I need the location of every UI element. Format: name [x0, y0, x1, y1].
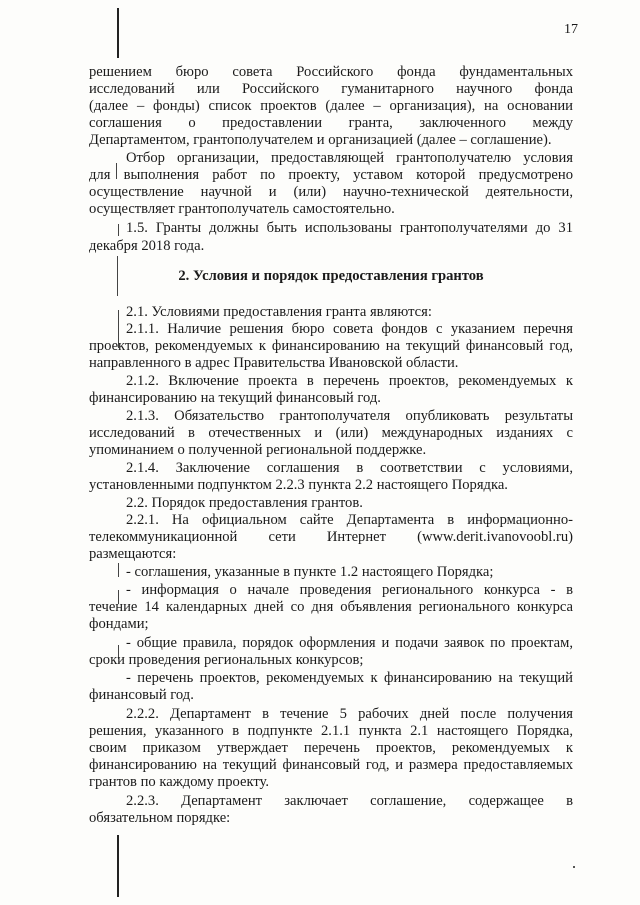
paragraph-line: телекоммуникационной сети Интернет (www.derit.ivanovoobl.ru) [89, 529, 573, 545]
paragraph-line: исследований или Российского гуманитарного научного фонда [89, 81, 573, 97]
paragraph-line: осуществляет грантополучатель самостоятельно. [89, 201, 395, 217]
paragraph-line: 2.1.3. Обязательство грантополучателя опубликовать результаты [126, 408, 573, 424]
list-item: - соглашения, указанные в пункте 1.2 настоящего Порядка; [126, 564, 494, 580]
list-item: - общие правила, порядок оформления и подачи заявок по проектам, [126, 635, 573, 651]
paragraph-line: 2.2.1. На официальном сайте Департамента в информационно- [126, 512, 573, 528]
paragraph-line: фондами; [89, 616, 149, 632]
paragraph-line: сроки проведения региональных конкурсов; [89, 652, 364, 668]
paragraph-line: Департаментом, грантополучателем и организацией (далее – соглашение). [89, 132, 552, 148]
paragraph-line: осуществление научной и (или) научно-технической деятельности, [89, 184, 573, 200]
list-item: - перечень проектов, рекомендуемых к финансированию на текущий [126, 670, 573, 686]
paragraph-line: упоминанием о полученной региональной поддержке. [89, 442, 427, 458]
page-number: 17 [564, 22, 578, 37]
paragraph-line: 2.2. Порядок предоставления грантов. [126, 495, 363, 511]
paragraph-line: решением бюро совета Российского фонда фундаментальных [89, 64, 573, 80]
scan-margin-line [117, 8, 119, 58]
paragraph-line: соглашения о предоставлении гранта, заключенного между [89, 115, 573, 131]
paragraph-line: 2.1. Условиями предоставления гранта являются: [126, 304, 432, 320]
paragraph-line: 2.1.2. Включение проекта в перечень проектов, рекомендуемых к [126, 373, 573, 389]
paragraph-line: 2.2.2. Департамент в течение 5 рабочих дней после получения [126, 706, 573, 722]
paragraph-line: установленными подпунктом 2.2.3 пункта 2.2 настоящего Порядка. [89, 477, 508, 493]
paragraph-line: финансовый год. [89, 687, 194, 703]
paragraph-line: финансированию на текущий финансовый год. [89, 390, 381, 406]
paragraph-line: 2.1.1. Наличие решения бюро совета фондов с указанием перечня [126, 321, 573, 337]
paragraph-line: проектов, рекомендуемых к финансированию на текущий финансовый год, [89, 338, 573, 354]
paragraph-line: 1.5. Гранты должны быть использованы грантополучателями до 31 [126, 220, 573, 236]
paragraph-line: для выполнения работ по проекту, уставом которой предусмотрено [89, 167, 573, 183]
list-item: - информация о начале проведения регионального конкурса - в [126, 582, 573, 598]
paragraph-line: грантов по каждому проекту. [89, 774, 270, 790]
paragraph-line: исследований в отечественных и (или) международных изданиях с [89, 425, 573, 441]
paragraph-line: финансированию на текущий финансовый год, и размера предоставляемых [89, 757, 573, 773]
paragraph-line: 2.1.4. Заключение соглашения в соответствии с условиями, [126, 460, 573, 476]
paragraph-line: размещаются: [89, 546, 177, 562]
paragraph-line: (далее – фонды) список проектов (далее – организация), на основании [89, 98, 573, 114]
paragraph-line: 2.2.3. Департамент заключает соглашение, содержащее в [126, 793, 573, 809]
paragraph-line: декабря 2018 года. [89, 238, 205, 254]
paragraph-line: своим приказом утверждает перечень проектов, рекомендуемых к [89, 740, 573, 756]
paragraph-line: обязательном порядке: [89, 810, 231, 826]
scan-speck [573, 866, 575, 868]
paragraph-line: направленного в адрес Правительства Ивановской области. [89, 355, 459, 371]
paragraph-line: решения, указанного в подпункте 2.1.1 пункта 2.1 настоящего Порядка, [89, 723, 573, 739]
section-heading: 2. Условия и порядок предоставления грантов [178, 268, 484, 284]
paragraph-line: Отбор организации, предоставляющей грантополучателю условия [126, 150, 573, 166]
paragraph-line: течение 14 календарных дней со дня объявления регионального конкурса [89, 599, 573, 615]
scan-margin-line [117, 835, 119, 897]
